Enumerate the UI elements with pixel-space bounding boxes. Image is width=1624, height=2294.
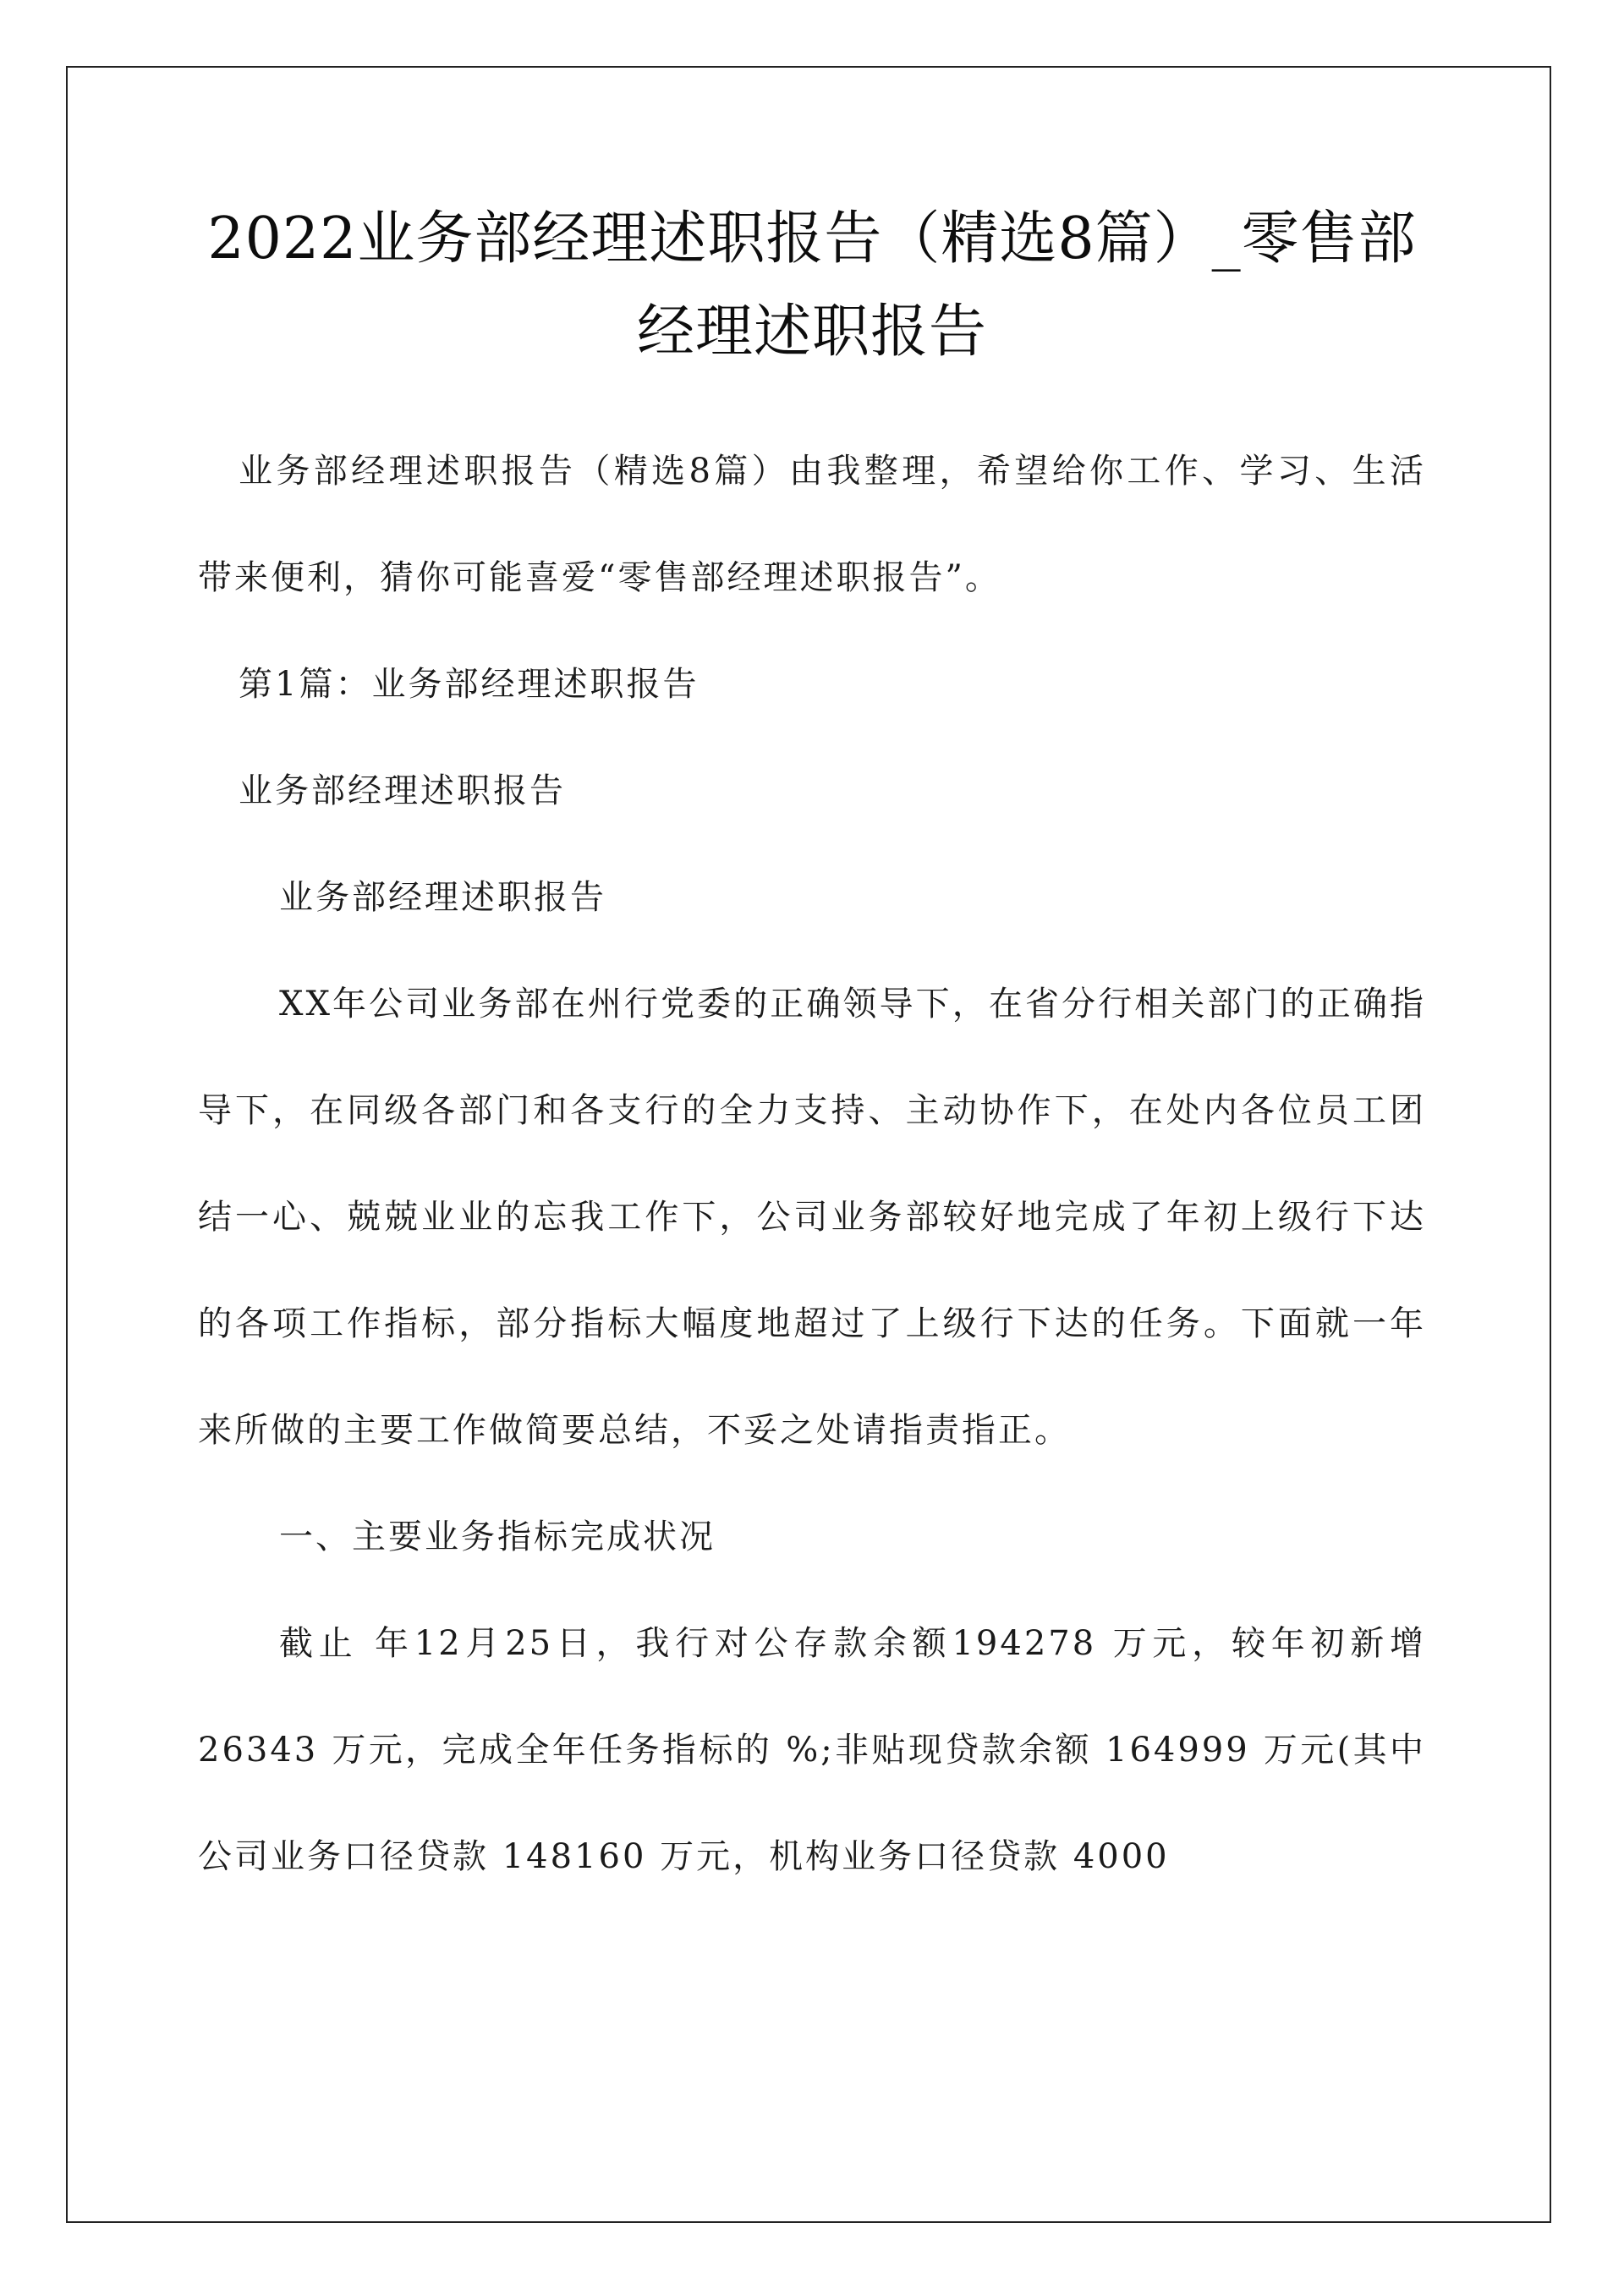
section-heading-part-1: 第1篇：业务部经理述职报告 [239, 665, 700, 704]
body-paragraph: XX年公司业务部在州行党委的正确领导下，在省分行相关部门的正确指导下，在同级各部门和各支行的全力支持、主动协作下，在处内各位员工团结一心、兢兢业业的忘我工作下，公司业务部较好地完成了年初上级行下达的各项工作指标，部分指标大幅度地超过了上级行下达的任务。下面就一年来所做的主要工作做简要总结，不妥之处请指责指正。 [198, 985, 1426, 1450]
body-paragraph: 截止 年12月25日，我行对公存款余额194278 万元，较年初新增 26343 万元，完成全年任务指标的 %;非贴现贷款余额 164999 万元(其中公司业务口径贷款 148160 万元，机构业务口径贷款 4000 [198, 1624, 1426, 1876]
intro-paragraph: 业务部经理述职报告（精选8篇）由我整理，希望给你工作、学习、生活带来便利，猜你可能喜爱“零售部经理述职报告”。 [198, 452, 1426, 597]
article-subtitle: 业务部经理述职报告 [279, 878, 606, 917]
document-title: 2022业务部经理述职报告（精选8篇）_零售部经理述职报告 [207, 206, 1417, 365]
section-heading: 一、主要业务指标完成状况 [279, 1517, 716, 1556]
article-title: 业务部经理述职报告 [239, 771, 566, 810]
document-body [198, 418, 1426, 1910]
document-content [198, 193, 1426, 1910]
